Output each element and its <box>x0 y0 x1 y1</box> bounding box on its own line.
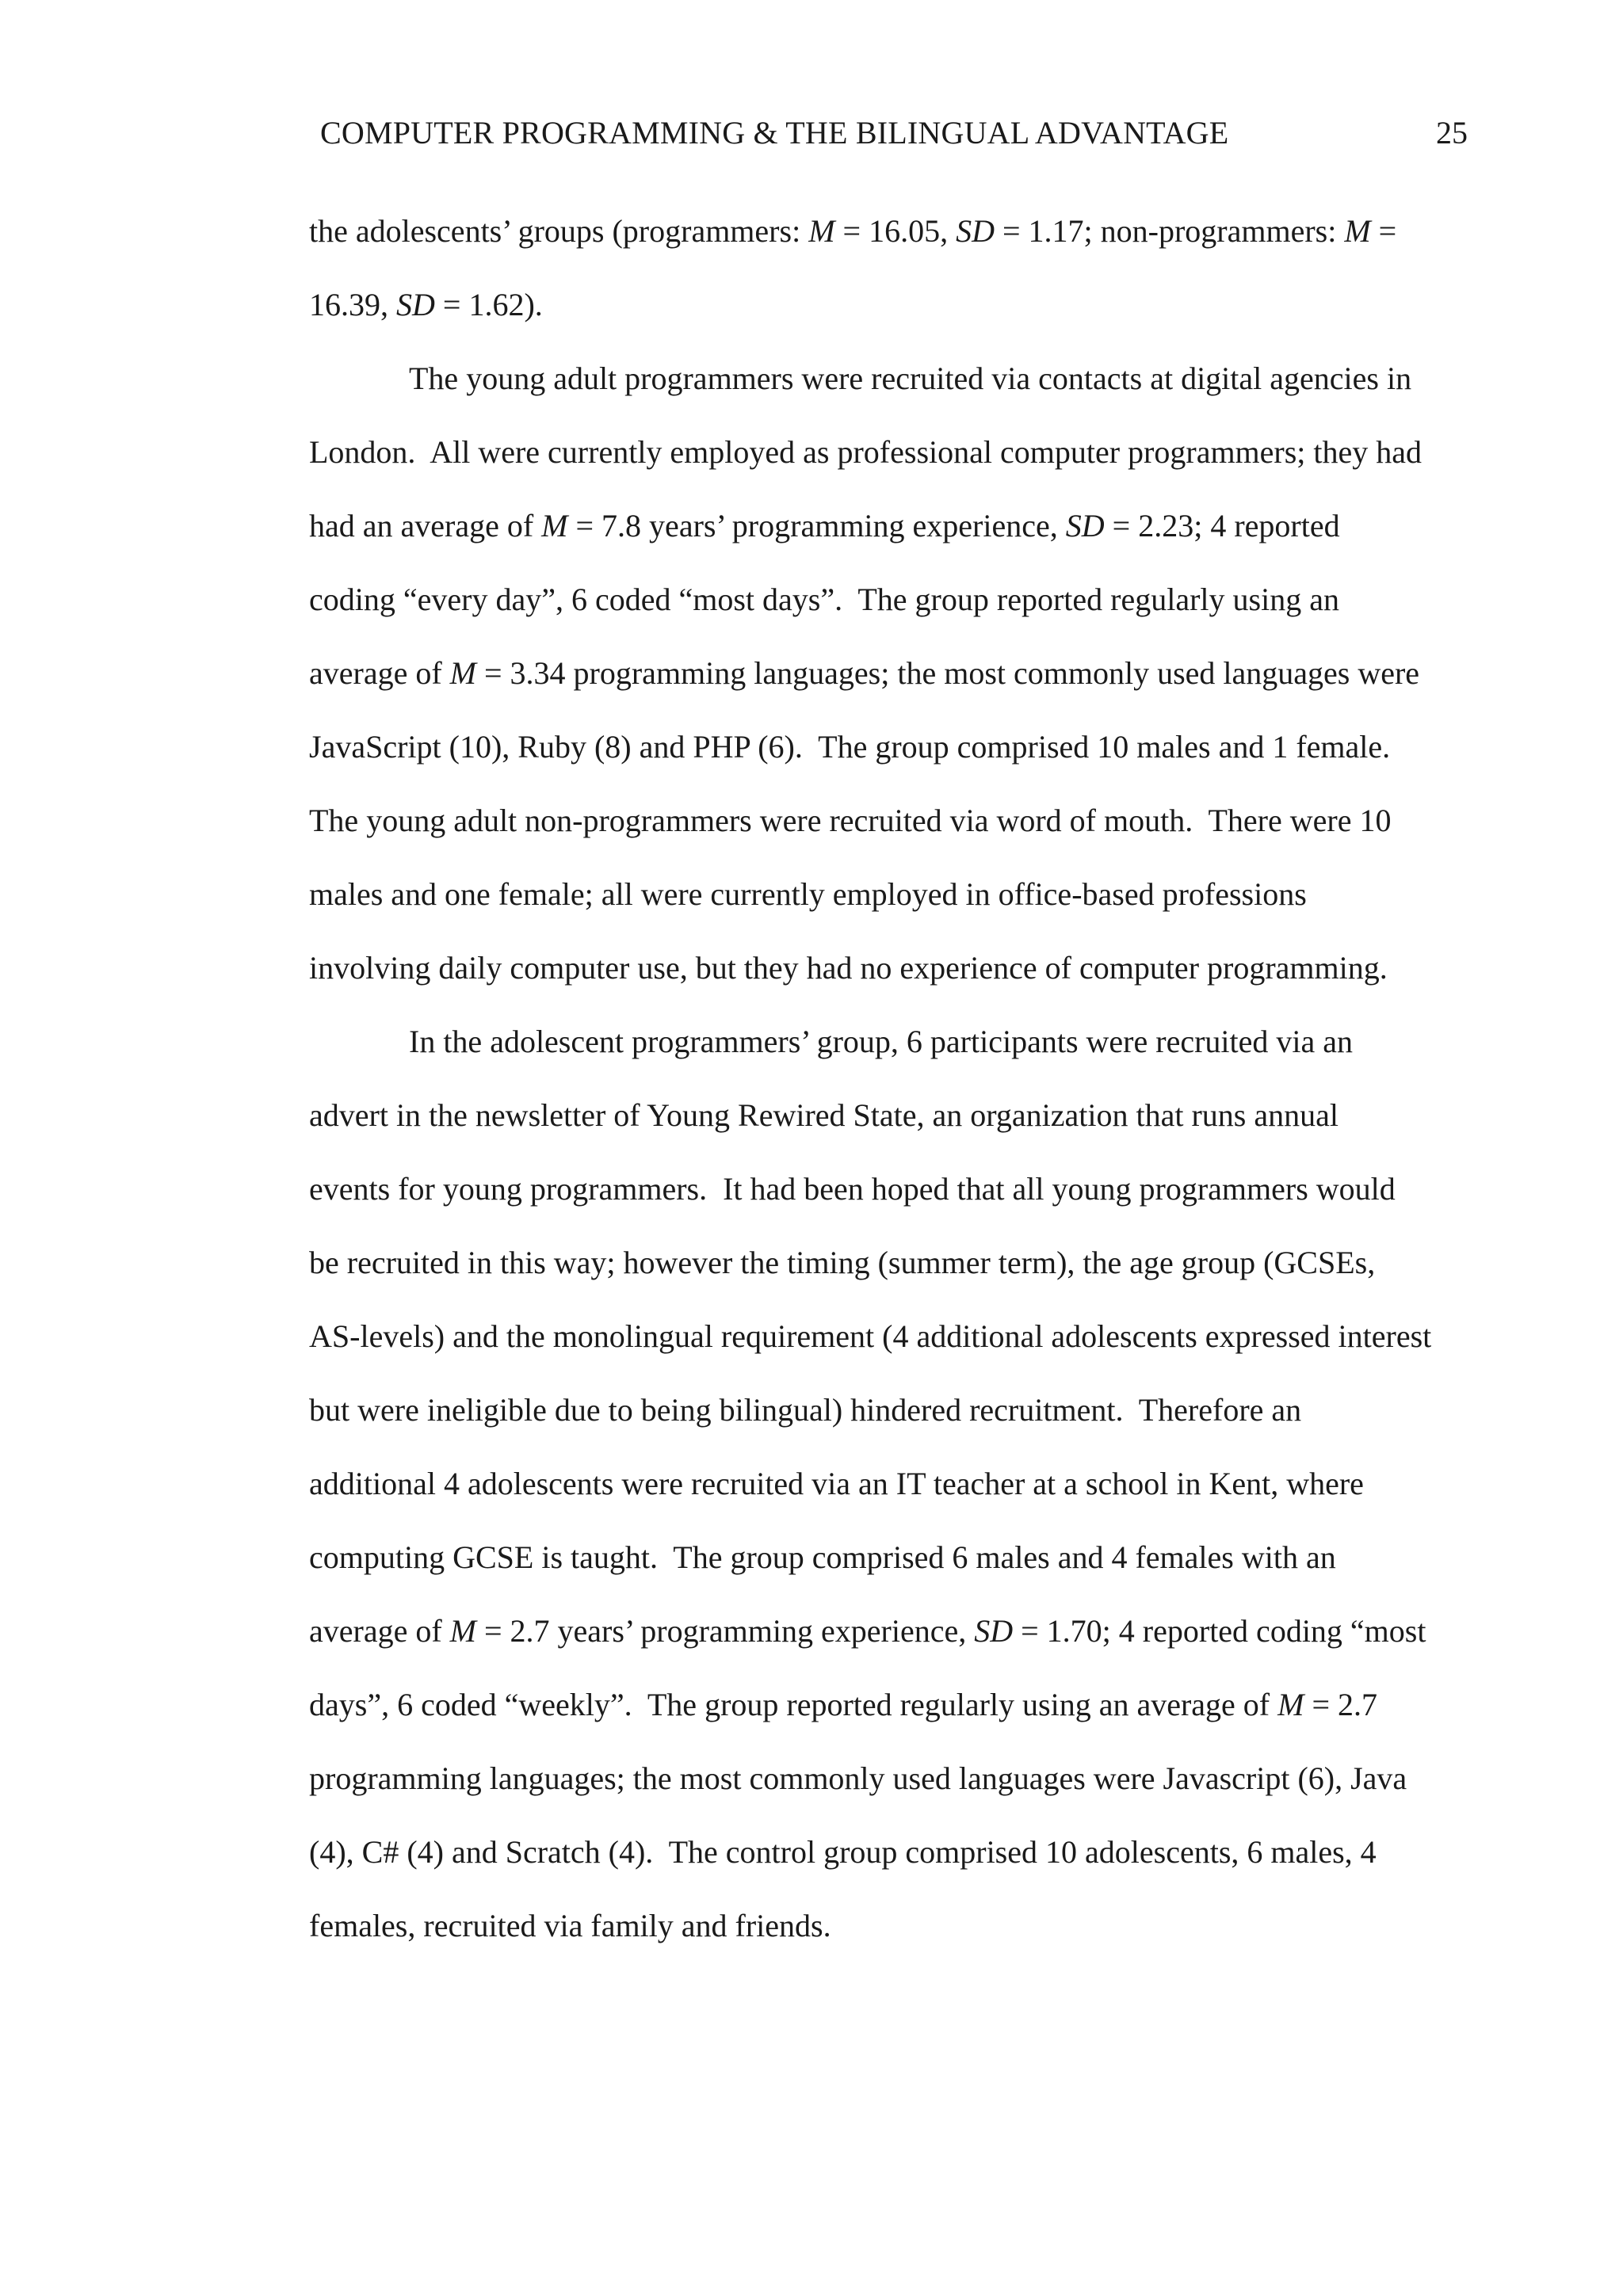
body-text <box>309 208 1482 1976</box>
page-number: 25 <box>1436 115 1468 151</box>
paragraph-first-line: In the adolescent programmers’ group, 6 participants were recruited via an <box>409 1024 1353 1059</box>
text-line: JavaScript (10), Ruby (8) and PHP (6). The group comprised 10 males and 1 female. <box>309 729 1391 765</box>
text-line: but were ineligible due to being bilingual) hindered recruitment. Therefore an <box>309 1392 1302 1428</box>
text-line: advert in the newsletter of Young Rewired State, an organization that runs annual <box>309 1097 1338 1133</box>
text-line: males and one female; all were currently employed in office-based professions <box>309 876 1307 912</box>
text-line: 16.39, SD = 1.62). <box>309 287 543 322</box>
running-head: COMPUTER PROGRAMMING & THE BILINGUAL ADVANTAGE <box>320 115 1229 151</box>
text-line: programming languages; the most commonly used languages were Javascript (6), Java <box>309 1760 1407 1796</box>
text-line: computing GCSE is taught. The group comprised 6 males and 4 females with an <box>309 1539 1336 1575</box>
text-line: London. All were currently employed as professional computer programmers; they had <box>309 434 1423 470</box>
paragraph-first-line: The young adult programmers were recruited via contacts at digital agencies in <box>409 360 1412 396</box>
text-line: involving daily computer use, but they had no experience of computer programming. <box>309 950 1388 986</box>
text-line: The young adult non-programmers were recruited via word of mouth. There were 10 <box>309 803 1392 838</box>
text-line: days”, 6 coded “weekly”. The group reported regularly using an average of M = 2.7 <box>309 1687 1377 1722</box>
text-line: coding “every day”, 6 coded “most days”. The group reported regularly using an <box>309 582 1339 617</box>
text-line: (4), C# (4) and Scratch (4). The control group comprised 10 adolescents, 6 males, 4 <box>309 1834 1377 1870</box>
text-line: had an average of M = 7.8 years’ programming experience, SD = 2.23; 4 reported <box>309 508 1340 543</box>
text-line: females, recruited via family and friends. <box>309 1908 831 1943</box>
text-line: the adolescents’ groups (programmers: M = 16.05, SD = 1.17; non-programmers: M = <box>309 213 1397 249</box>
text-line: AS-levels) and the monolingual requirement (4 additional adolescents expressed interest <box>309 1318 1432 1354</box>
text-line: events for young programmers. It had been hoped that all young programmers would <box>309 1171 1396 1207</box>
text-line: additional 4 adolescents were recruited via an IT teacher at a school in Kent, where <box>309 1466 1364 1501</box>
text-line: average of M = 3.34 programming languages; the most commonly used languages were <box>309 655 1420 691</box>
text-line: be recruited in this way; however the timing (summer term), the age group (GCSEs, <box>309 1245 1376 1280</box>
text-line: average of M = 2.7 years’ programming experience, SD = 1.70; 4 reported coding “most <box>309 1613 1426 1649</box>
